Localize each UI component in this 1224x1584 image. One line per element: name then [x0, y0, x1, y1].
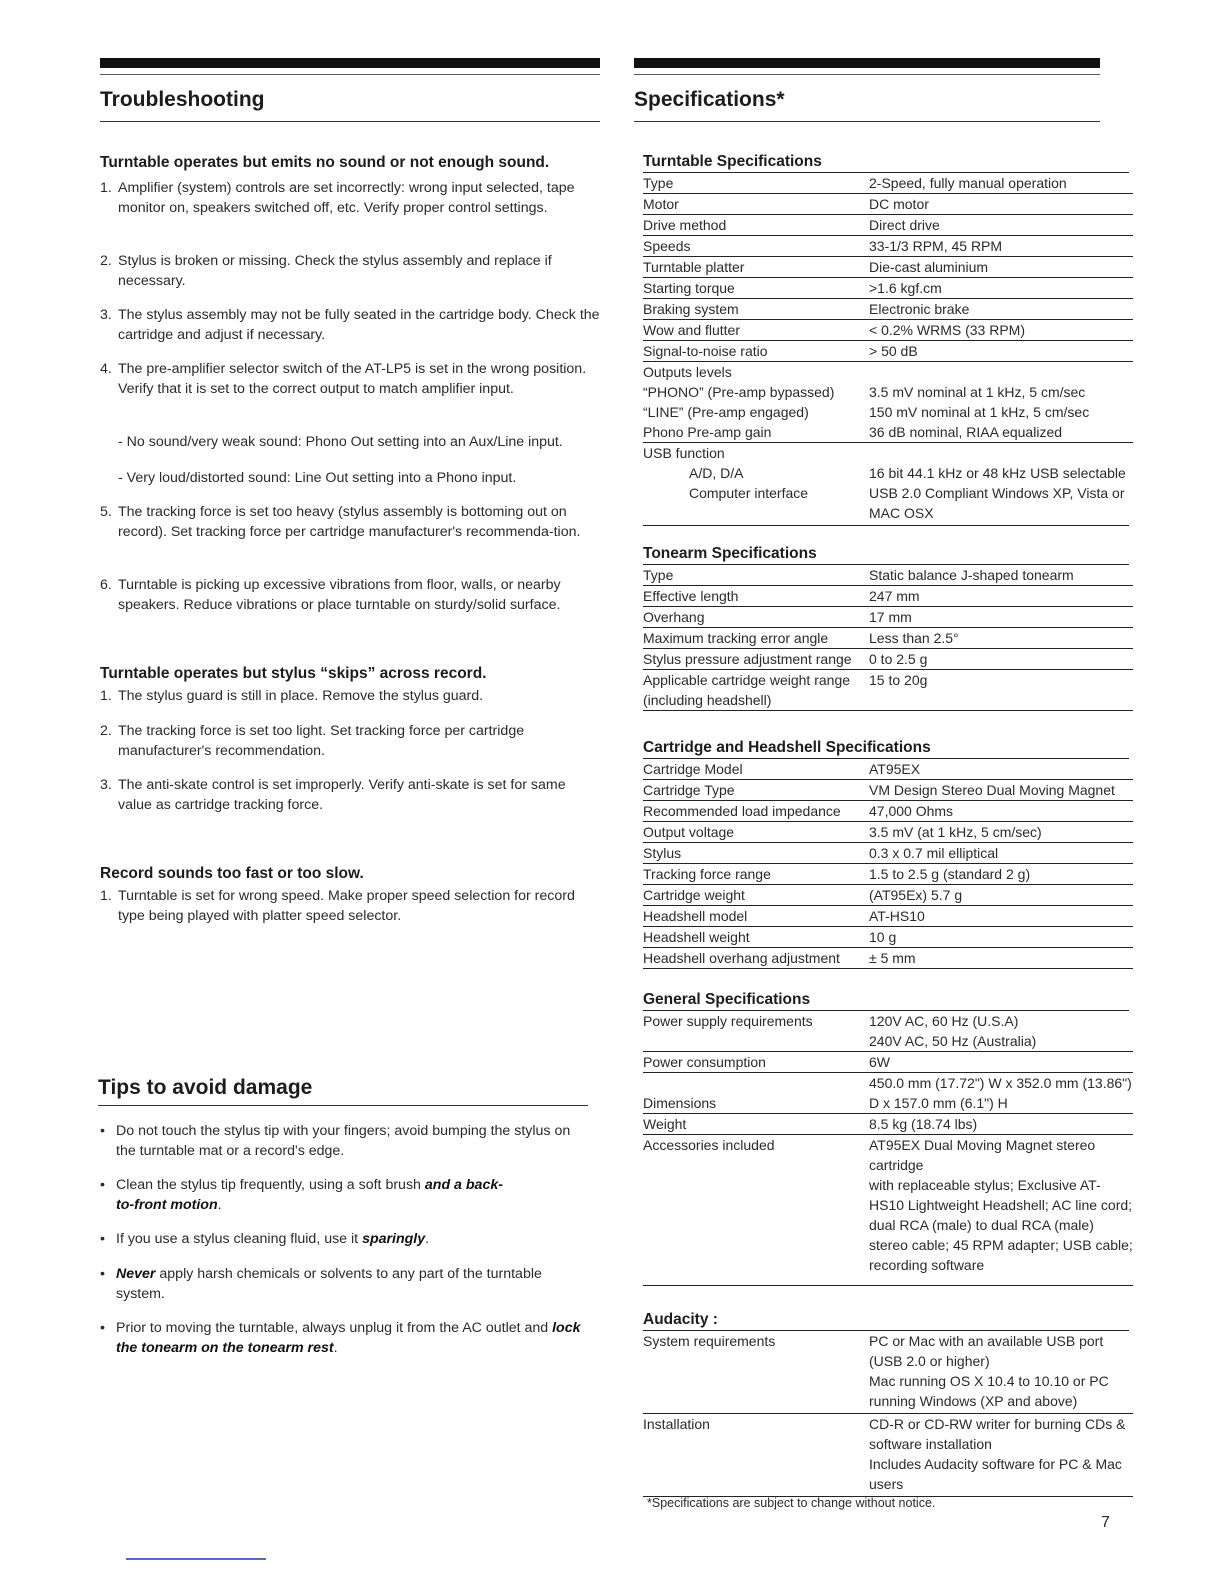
- table-row: “LINE” (Pre-amp engaged) 150 mV nominal at 1 kHz, 5 cm/sec: [643, 404, 1090, 420]
- table-row: Tracking force range 1.5 to 2.5 g (standard 2 g): [643, 864, 1133, 885]
- table-heading: Tonearm Specifications: [643, 544, 1129, 565]
- general-specs-table: [643, 990, 1133, 1286]
- trouble-heading-no-sound: Turntable operates but emits no sound or not enough sound.: [100, 154, 550, 171]
- table-row: Recommended load impedance 47,000 Ohms: [643, 801, 1133, 822]
- specifications-title: Specifications*: [634, 88, 785, 111]
- list-item: 1. Amplifier (system) controls are set incorrectly: wrong input selected, tape monitor on, speakers switched off, etc. Verify proper control settings.: [100, 180, 575, 216]
- table-row: Power consumption 6W: [643, 1052, 1133, 1073]
- tip-item: • If you use a stylus cleaning fluid, use it sparingly.: [100, 1231, 430, 1247]
- table-row: Speeds 33-1/3 RPM, 45 RPM: [643, 236, 1133, 257]
- sub-note: - Very loud/distorted sound: Line Out setting into a Phono input.: [118, 470, 517, 486]
- list-item: 1. Turntable is set for wrong speed. Make proper speed selection for record type being played with platter speed selector.: [100, 888, 575, 924]
- table-row: Starting torque >1.6 kgf.cm: [643, 278, 1133, 299]
- table-row: Type 2-Speed, fully manual operation: [643, 173, 1133, 194]
- table-row: Headshell overhang adjustment ± 5 mm: [643, 948, 1133, 969]
- troubleshooting-column: [100, 58, 600, 122]
- table-row: “PHONO” (Pre-amp bypassed) 3.5 mV nominal at 1 kHz, 5 cm/sec: [643, 384, 1086, 400]
- list-item: 3. The anti-skate control is set improperly. Verify anti-skate is set for same value as cartridge tracking force.: [100, 777, 566, 813]
- header-bar: [634, 58, 1100, 68]
- header-bar: [100, 58, 600, 68]
- tips-title: Tips to avoid damage: [98, 1076, 313, 1099]
- list-item: 3. The stylus assembly may not be fully seated in the cartridge body. Check the cartridge and adjust if necessary.: [100, 307, 600, 343]
- tips-header: [98, 1075, 588, 1106]
- table-row: Turntable platter Die-cast aluminium: [643, 257, 1133, 278]
- table-row: Overhang 17 mm: [643, 607, 1133, 628]
- sub-note: - No sound/very weak sound: Phono Out setting into an Aux/Line input.: [118, 434, 563, 450]
- page-number: 7: [1101, 1514, 1110, 1531]
- tonearm-specs-table: [643, 544, 1133, 711]
- table-row: Effective length 247 mm: [643, 586, 1133, 607]
- table-row: Accessories included AT95EX Dual Moving Magnet stereo cartridge with replaceable stylus; Exclusive AT-HS10 Lightweight Headshell; AC line cord; dual RCA (male) to dual RCA (male) stereo cable; 45 RPM adapter; USB cable; recording software: [643, 1135, 1133, 1286]
- table-row: Signal-to-noise ratio > 50 dB: [643, 341, 1133, 362]
- table-row: USB function: [643, 445, 725, 461]
- table-row: Headshell weight 10 g: [643, 927, 1133, 948]
- list-item: 2. The tracking force is set too light. Set tracking force per cartridge manufacturer's recommendation.: [100, 723, 525, 759]
- specifications-footnote: *Specifications are subject to change without notice.: [647, 1496, 936, 1510]
- table-row: Cartridge weight (AT95Ex) 5.7 g: [643, 885, 1133, 906]
- bottom-rule: [126, 1558, 266, 1560]
- table-heading: Cartridge and Headshell Specifications: [643, 738, 1129, 759]
- table-row: Braking system Electronic brake: [643, 299, 1133, 320]
- table-row: Maximum tracking error angle Less than 2.5°: [643, 628, 1133, 649]
- table-row: System requirements PC or Mac with an available USB port (USB 2.0 or higher) Mac running OS X 10.4 to 10.10 or PC running Windows (XP and above): [643, 1331, 1133, 1414]
- table-row: Cartridge Type VM Design Stereo Dual Moving Magnet: [643, 780, 1133, 801]
- table-heading: General Specifications: [643, 990, 1129, 1011]
- tip-item: • Clean the stylus tip frequently, using a soft brush and a back-to-front motion.: [100, 1177, 503, 1213]
- table-row: Cartridge Model AT95EX: [643, 759, 1133, 780]
- list-item: 2. Stylus is broken or missing. Check the stylus assembly and replace if necessary.: [100, 253, 552, 289]
- table-row: Stylus 0.3 x 0.7 mil elliptical: [643, 843, 1133, 864]
- title-rule: [634, 121, 1100, 122]
- list-item: 6. Turntable is picking up excessive vibrations from floor, walls, or nearby speakers. Reduce vibrations or place turntable on sturdy/solid surface.: [100, 577, 561, 613]
- table-row: Output voltage 3.5 mV (at 1 kHz, 5 cm/sec): [643, 822, 1133, 843]
- table-row: Installation CD-R or CD-RW writer for burning CDs & software installation Includes Audacity software for PC & Mac users: [643, 1414, 1133, 1497]
- table-row: Computer interface USB 2.0 Compliant Windows XP, Vista or MAC OSX: [689, 485, 1125, 521]
- list-item: 5. The tracking force is set too heavy (stylus assembly is bottoming out on record). Set tracking force per cartridge manufacturer's recommenda-tion.: [100, 504, 581, 540]
- table-row: A/D, D/A 16 bit 44.1 kHz or 48 kHz USB selectable: [689, 465, 1126, 481]
- table-row: Drive method Direct drive: [643, 215, 1133, 236]
- trouble-heading-speed: Record sounds too fast or too slow.: [100, 865, 364, 882]
- table-end-rule: [643, 525, 1129, 526]
- table-row: Outputs levels: [643, 364, 732, 380]
- table-row: Weight 8.5 kg (18.74 lbs): [643, 1114, 1133, 1135]
- list-item: 4. The pre-amplifier selector switch of the AT-LP5 is set in the wrong position. Verify that it is set to the correct output to match amplifier input.: [100, 361, 587, 397]
- table-row: Power supply requirements 120V AC, 60 Hz (U.S.A) 240V AC, 50 Hz (Australia): [643, 1011, 1133, 1052]
- table-heading: Audacity :: [643, 1310, 1129, 1331]
- table-row: Dimensions 450.0 mm (17.72") W x 352.0 mm (13.86") D x 157.0 mm (6.1") H: [643, 1073, 1133, 1114]
- tip-item: • Prior to moving the turntable, always unplug it from the AC outlet and lock the tonearm on the tonearm rest.: [100, 1320, 581, 1356]
- table-row: Stylus pressure adjustment range 0 to 2.5 g: [643, 649, 1133, 670]
- table-row: Type Static balance J-shaped tonearm: [643, 565, 1133, 586]
- tips-rule: [98, 1105, 588, 1106]
- header-rule: [634, 74, 1100, 75]
- specifications-column: [634, 58, 1100, 122]
- trouble-heading-skips: Turntable operates but stylus “skips” across record.: [100, 665, 487, 682]
- troubleshooting-title: Troubleshooting: [100, 88, 265, 111]
- list-item: 1. The stylus guard is still in place. Remove the stylus guard.: [100, 688, 484, 704]
- table-row: Headshell model AT-HS10: [643, 906, 1133, 927]
- table-row: Motor DC motor: [643, 194, 1133, 215]
- table-row: Phono Pre-amp gain 36 dB nominal, RIAA equalized: [643, 422, 1133, 443]
- turntable-specs-table: [643, 152, 1133, 526]
- title-rule: [100, 121, 600, 122]
- table-heading: Turntable Specifications: [643, 152, 1129, 173]
- header-rule: [100, 74, 600, 75]
- cartridge-specs-table: [643, 738, 1133, 969]
- tip-item: • Do not touch the stylus tip with your fingers; avoid bumping the stylus on the turntable mat or a record's edge.: [100, 1123, 571, 1159]
- audacity-specs-table: [643, 1310, 1133, 1497]
- tip-item: • Never apply harsh chemicals or solvents to any part of the turntable system.: [100, 1266, 542, 1302]
- table-row: Applicable cartridge weight range (including headshell) 15 to 20g: [643, 670, 1133, 711]
- table-row: Wow and flutter < 0.2% WRMS (33 RPM): [643, 320, 1133, 341]
